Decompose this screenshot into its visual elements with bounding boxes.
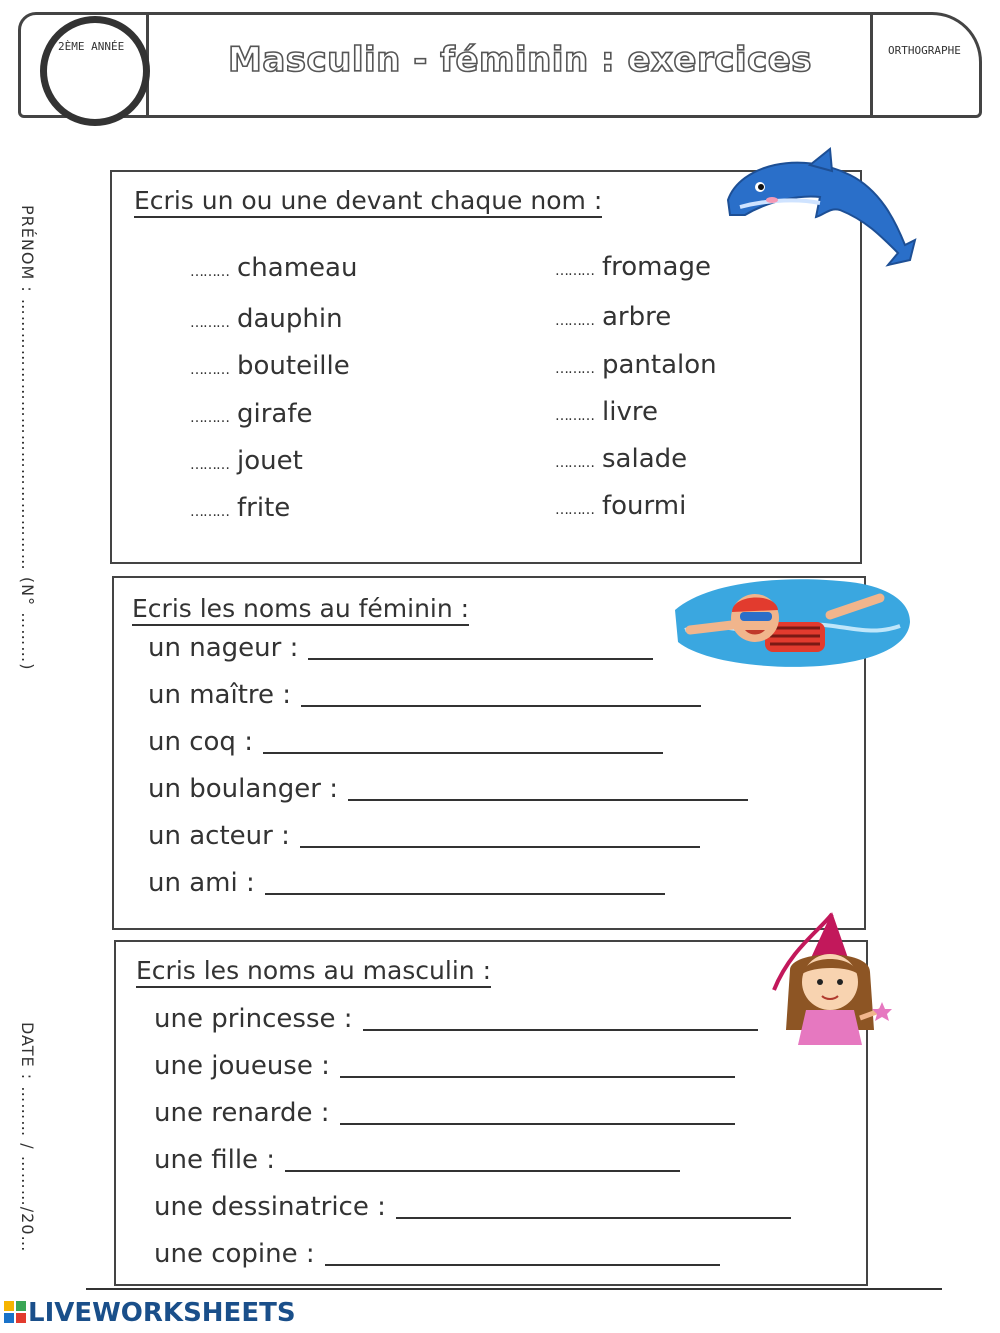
liveworksheets-logo[interactable] bbox=[4, 1298, 296, 1328]
answer-row[interactable]: un coq : bbox=[148, 726, 663, 758]
list-item[interactable]: ……… salade bbox=[555, 444, 688, 474]
answer-line[interactable] bbox=[265, 869, 665, 895]
date-field[interactable]: DATE : ……… / ………/20… bbox=[18, 1022, 37, 1253]
exercise-masculine bbox=[114, 940, 868, 1286]
header-divider-right bbox=[870, 12, 873, 115]
exercise-articles-title: Ecris un ou une devant chaque nom : bbox=[134, 186, 602, 218]
list-item[interactable]: ……… livre bbox=[555, 397, 658, 427]
list-item[interactable]: ……… frite bbox=[190, 493, 291, 523]
footer-rule bbox=[86, 1288, 942, 1290]
level-label: 2ÈME ANNÉE bbox=[58, 40, 125, 53]
answer-row[interactable]: une copine : bbox=[154, 1238, 720, 1270]
list-item[interactable]: ……… arbre bbox=[555, 302, 672, 332]
answer-row[interactable]: un maître : bbox=[148, 679, 701, 711]
answer-row[interactable]: un ami : bbox=[148, 867, 665, 899]
list-item[interactable]: ……… girafe bbox=[190, 399, 313, 429]
answer-row[interactable]: une princesse : bbox=[154, 1003, 758, 1035]
answer-row[interactable]: un acteur : bbox=[148, 820, 700, 852]
exercise-masculine-title: Ecris les noms au masculin : bbox=[136, 956, 491, 988]
answer-row[interactable]: un nageur : bbox=[148, 632, 653, 664]
answer-line[interactable] bbox=[363, 1005, 758, 1031]
list-item[interactable]: ……… pantalon bbox=[555, 350, 717, 380]
answer-row[interactable]: une joueuse : bbox=[154, 1050, 735, 1082]
answer-line[interactable] bbox=[348, 775, 748, 801]
princess-illustration bbox=[770, 910, 900, 1050]
list-item[interactable]: ……… fourmi bbox=[555, 491, 687, 521]
answer-line[interactable] bbox=[301, 681, 701, 707]
answer-line[interactable] bbox=[308, 634, 653, 660]
answer-row[interactable]: un boulanger : bbox=[148, 773, 748, 805]
answer-line[interactable] bbox=[396, 1193, 791, 1219]
answer-line[interactable] bbox=[263, 728, 663, 754]
answer-row[interactable]: une dessinatrice : bbox=[154, 1191, 791, 1223]
page-title: Masculin - féminin : exercices bbox=[228, 40, 813, 80]
list-item[interactable]: ……… bouteille bbox=[190, 351, 350, 381]
name-field[interactable]: PRÉNOM : ………………………………………… (N° ………) bbox=[18, 205, 37, 671]
answer-row[interactable]: une fille : bbox=[154, 1144, 680, 1176]
answer-line[interactable] bbox=[285, 1146, 680, 1172]
list-item[interactable]: ……… fromage bbox=[555, 252, 711, 282]
subject-label: ORTHOGRAPHE bbox=[888, 44, 961, 57]
list-item[interactable]: ……… jouet bbox=[190, 446, 303, 476]
swimmer-illustration bbox=[670, 570, 915, 675]
answer-line[interactable] bbox=[300, 822, 700, 848]
liveworksheets-logo-icon bbox=[4, 1301, 26, 1323]
answer-line[interactable] bbox=[325, 1240, 720, 1266]
answer-line[interactable] bbox=[340, 1052, 735, 1078]
logo-text: LIVEWORKSHEETS bbox=[28, 1298, 296, 1328]
answer-row[interactable]: une renarde : bbox=[154, 1097, 735, 1129]
list-item[interactable]: ……… dauphin bbox=[190, 304, 343, 334]
dolphin-illustration bbox=[720, 145, 920, 275]
worksheet-header bbox=[18, 12, 980, 116]
answer-line[interactable] bbox=[340, 1099, 735, 1125]
exercise-feminine-title: Ecris les noms au féminin : bbox=[132, 594, 469, 626]
list-item[interactable]: ……… chameau bbox=[190, 253, 358, 283]
level-circle bbox=[40, 16, 150, 126]
